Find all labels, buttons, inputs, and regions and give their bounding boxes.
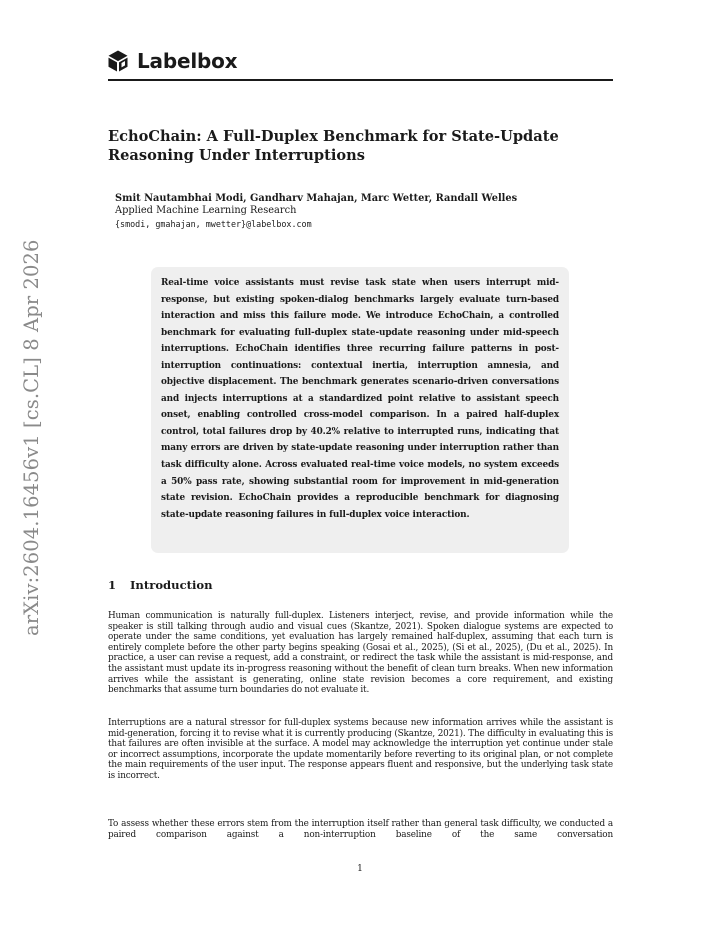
section-title: Introduction (130, 578, 213, 592)
labelbox-logo[interactable] (108, 46, 237, 76)
header-rule (108, 79, 613, 81)
labelbox-cube-icon (108, 50, 128, 72)
abstract-box (151, 267, 569, 553)
paper-authors: Smit Nautambhai Modi, Gandharv Mahajan, Marc Wetter, Randall Welles (115, 193, 518, 204)
body-paragraph: To assess whether these errors stem from the interruption itself rather than general task difficulty, we conducted a paired comparison against a non-interruption baseline of the same conversation (108, 819, 613, 840)
author-emails[interactable]: {smodi, gmahajan, mwetter}@labelbox.com (115, 219, 312, 229)
body-paragraph: Human communication is naturally full-duplex. Listeners interject, revise, and provide information while the speaker is still talking through audio and visual cues (Skantze, 2021). Spoken dialogue systems are expected to operate under the same conditions, yet evaluation has largely remained half-duplex, assuming that each turn is entirely complete before the other party begins speaking (Gosai et al., 2025), (Si et al., 2025), (Du et al., 2025). In practice, a user can revise a request, add a constraint, or redirect the task while the assistant is mid-response, and the assistant must update its in-progress reasoning without the benefit of clean turn breaks. When new information arrives while the assistant is generating, online state revision becomes a core requirement, and existing benchmarks that assume turn boundaries do not evaluate it. (108, 611, 613, 696)
body-paragraph: Interruptions are a natural stressor for full-duplex systems because new information arrives while the assistant is mid-generation, forcing it to revise what it is currently producing (Skantze, 2021). The difficulty in evaluating this is that failures are often invisible at the surface. A model may acknowledge the interruption yet continue under stale or incorrect assumptions, incorporate the update momentarily before reverting to its original plan, or not complete the main requirements of the user input. The response appears fluent and responsive, but the underlying task state is incorrect. (108, 718, 613, 781)
paper-affiliation: Applied Machine Learning Research (115, 205, 297, 216)
section-heading (108, 578, 213, 593)
section-number: 1 (108, 578, 117, 592)
page-number: 1 (357, 864, 363, 874)
logo-wordmark: Labelbox (137, 49, 238, 73)
arxiv-identifier: arXiv:2604.16456v1 [cs.CL] 8 Apr 2026 (20, 239, 43, 636)
abstract-text: Real-time voice assistants must revise task state when users interrupt mid-response, but existing spoken-dialog benchmarks largely evaluate turn-based interaction and miss this failure mode. We introduce EchoChain, a controlled benchmark for evaluating full-duplex state-update reasoning under mid-speech interruptions. EchoChain identifies three recurring failure patterns in post-interruption continuations: contextual inertia, interruption amnesia, and objective displacement. The benchmark generates scenario-driven conversations and injects interruptions at a standardized point relative to assistant speech onset, enabling controlled cross-model comparison. In a paired half-duplex control, total failures drop by 40.2% relative to interrupted runs, indicating that many errors are driven by state-update reasoning under interruption rather than task difficulty alone. Across evaluated real-time voice models, no system exceeds a 50% pass rate, showing substantial room for improvement in mid-generation state revision. EchoChain provides a reproducible benchmark for diagnosing state-update reasoning failures in full-duplex voice interaction. (161, 278, 559, 520)
paper-title: EchoChain: A Full-Duplex Benchmark for State-Update Reasoning Under Interruptions (108, 128, 559, 164)
